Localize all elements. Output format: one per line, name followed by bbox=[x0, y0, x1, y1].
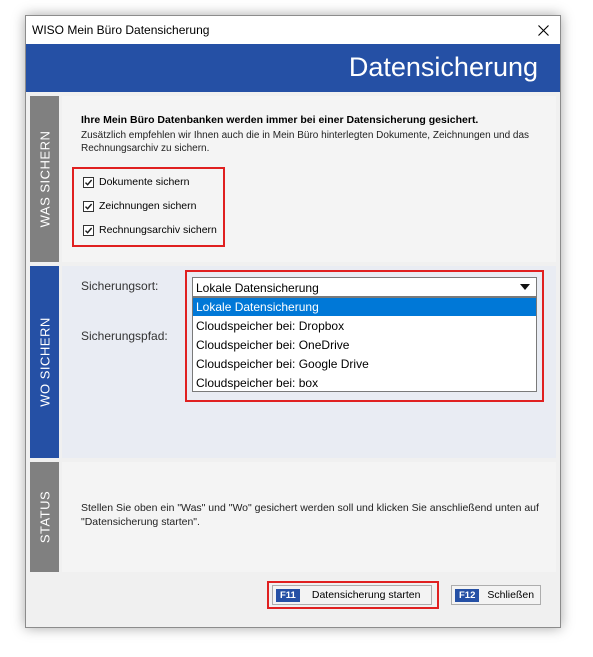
recommendation-text: Zusätzlich empfehlen wir Ihnen auch die in Mein Büro hinterlegten Dokumente, Zeichnungen und das Rechnungsarchiv zu sichern. bbox=[81, 130, 530, 154]
checkbox-box[interactable] bbox=[83, 177, 94, 188]
section-was-sichern bbox=[26, 94, 560, 264]
sidebar-tab-status bbox=[30, 462, 59, 572]
close-icon bbox=[538, 25, 549, 36]
sicherungsort-label: Sicherungsort: bbox=[81, 279, 159, 293]
sidebar-label-status: STATUS bbox=[37, 490, 52, 544]
dropdown-option-google-drive[interactable]: Cloudspeicher bei: Google Drive bbox=[196, 357, 369, 371]
selected-value: Lokale Datensicherung bbox=[196, 281, 319, 295]
sidebar-tab-was-sichern bbox=[30, 96, 59, 262]
title-bar[interactable] bbox=[26, 16, 560, 44]
checkbox-box[interactable] bbox=[83, 201, 94, 212]
panel-was-sichern bbox=[62, 96, 556, 262]
section-wo-sichern bbox=[26, 264, 560, 460]
sidebar-label-wo-sichern: WO SICHERN bbox=[37, 317, 52, 407]
checkmark-icon bbox=[84, 202, 93, 211]
panel-status bbox=[62, 462, 556, 572]
sidebar-label-was-sichern: WAS SICHERN bbox=[37, 130, 52, 228]
sicherungspfad-label: Sicherungspfad: bbox=[81, 329, 168, 343]
section-status bbox=[26, 460, 560, 574]
window-title: WISO Mein Büro Datensicherung bbox=[32, 23, 210, 37]
checkbox-zeichnungen[interactable] bbox=[83, 198, 196, 214]
dialog-footer bbox=[26, 576, 560, 627]
sicherungsort-highlight bbox=[185, 270, 544, 402]
panel-wo-sichern bbox=[62, 266, 556, 458]
checkbox-label: Rechnungsarchiv sichern bbox=[99, 224, 217, 236]
checkmark-icon bbox=[84, 226, 93, 235]
database-info-bold: Ihre Mein Büro Datenbanken werden immer bei einer Datensicherung gesichert. bbox=[81, 114, 479, 126]
f11-key-badge: F11 bbox=[276, 589, 300, 602]
start-backup-label: Datensicherung starten bbox=[311, 589, 421, 601]
status-message: Stellen Sie oben ein "Was" und "Wo" gesichert werden soll und klicken Sie anschließend unten auf "Datensicherung starten". bbox=[81, 502, 539, 528]
start-backup-button[interactable] bbox=[272, 585, 432, 605]
checkbox-group-highlight bbox=[72, 167, 225, 247]
close-button[interactable] bbox=[451, 585, 541, 605]
dropdown-option-onedrive[interactable]: Cloudspeicher bei: OneDrive bbox=[196, 338, 350, 352]
checkbox-box[interactable] bbox=[83, 225, 94, 236]
backup-dialog-window bbox=[25, 15, 561, 628]
checkbox-label: Zeichnungen sichern bbox=[99, 200, 197, 212]
dropdown-option-box[interactable]: Cloudspeicher bei: box bbox=[196, 376, 319, 390]
dropdown-option-lokal[interactable]: Lokale Datensicherung bbox=[193, 298, 536, 316]
dropdown-option-dropbox[interactable]: Cloudspeicher bei: Dropbox bbox=[196, 319, 345, 333]
sicherungsort-select[interactable] bbox=[192, 277, 537, 297]
checkbox-rechnungsarchiv[interactable] bbox=[83, 222, 217, 238]
checkmark-icon bbox=[84, 178, 93, 187]
checkbox-dokumente[interactable] bbox=[83, 174, 189, 190]
dialog-content bbox=[26, 92, 560, 627]
close-label: Schließen bbox=[487, 589, 535, 601]
checkbox-label: Dokumente sichern bbox=[99, 176, 190, 188]
page-title: Datensicherung bbox=[348, 52, 538, 82]
dropdown-arrow-icon[interactable] bbox=[520, 284, 530, 290]
f12-key-badge: F12 bbox=[455, 589, 479, 602]
sidebar-tab-wo-sichern bbox=[30, 266, 59, 458]
header-banner bbox=[26, 44, 560, 92]
sicherungsort-dropdown-list bbox=[192, 297, 537, 392]
window-close-button[interactable] bbox=[526, 16, 560, 44]
